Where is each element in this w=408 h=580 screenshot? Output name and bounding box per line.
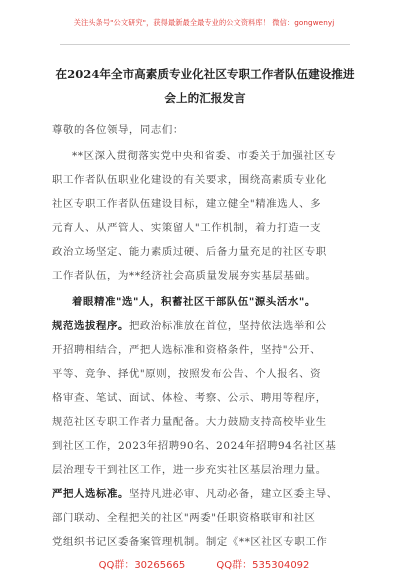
footer-qq-group-2: QQ群：535304092: [216, 560, 310, 571]
para1-line: 职工作者队伍职业化建设的有关要求，围绕高素质专业化: [52, 174, 327, 186]
title-line-1: 在2024年全市高素质专业化社区专职工作者队伍建设推进: [55, 67, 355, 81]
para1-line: **区深入贯彻落实党中央和省委、市委关于加强社区专: [72, 150, 337, 162]
sub1-line: 格审查、笔试、面试、体检、考察、公示、聘用等程序，: [52, 392, 327, 404]
sub2-line: 部门联动、全程把关的社区"两委"任职资格联审和社区: [52, 512, 316, 524]
section-heading: 着眼精准"选"人，积蓄社区干部队伍"源头活水"。: [72, 296, 316, 308]
header-notice: 关注头条号"公文研究"，获得最新最全最专业的公文资料库！ 微信：gongwenyj: [73, 18, 335, 27]
sub2-text: 坚持凡进必审、凡动必备，建立区委主导、: [128, 488, 338, 500]
para1-line: 政治立场坚定、能力素质过硬、后备力量充足的社区专职: [52, 246, 327, 258]
salutation: 尊敬的各位领导，同志们：: [52, 124, 184, 136]
para1-line: 元育人、从严管人、实策留人"工作机制，着力打造一支: [52, 222, 322, 234]
footer-qq-group-1: QQ群：30265665: [98, 560, 186, 571]
sub1-first-line: [52, 317, 362, 332]
sub2-first-line: [52, 485, 362, 500]
sub1-line: 到社区工作，2023年招聘90名、2024年招聘94名社区基: [52, 440, 337, 452]
sub1-line: 平等、竞争、择优"原则，按照发布公告、个人报名、资: [52, 368, 322, 380]
sub1-line: 开招聘相结合，严把人选标准和资格条件，坚持"公开、: [52, 344, 322, 356]
title-line-2: 会上的汇报发言: [164, 91, 246, 105]
sub1-label: 规范选拔程序。: [52, 320, 129, 332]
sub1-line: 规范社区专职工作者力量配备。大力鼓励支持高校毕业生: [52, 416, 327, 428]
sub2-label: 严把人选标准。: [52, 488, 129, 500]
footer: [0, 556, 408, 571]
sub1-text: 把政治标准放在首位，坚持依法选举和公: [128, 320, 327, 332]
sub1-line: 层治理专干到社区工作，进一步充实社区基层治理力量。: [52, 464, 327, 476]
sub2-line: 党组织书记区委备案管理机制。制定《**区社区专职工作: [52, 536, 328, 548]
para1-line: 工作者队伍，为**经济社会高质量发展夯实基层基础。: [52, 270, 317, 282]
para1-line: 社区专职工作者队伍建设目标，建立健全"精准选人、多: [52, 198, 322, 210]
header-divider: [60, 44, 350, 45]
